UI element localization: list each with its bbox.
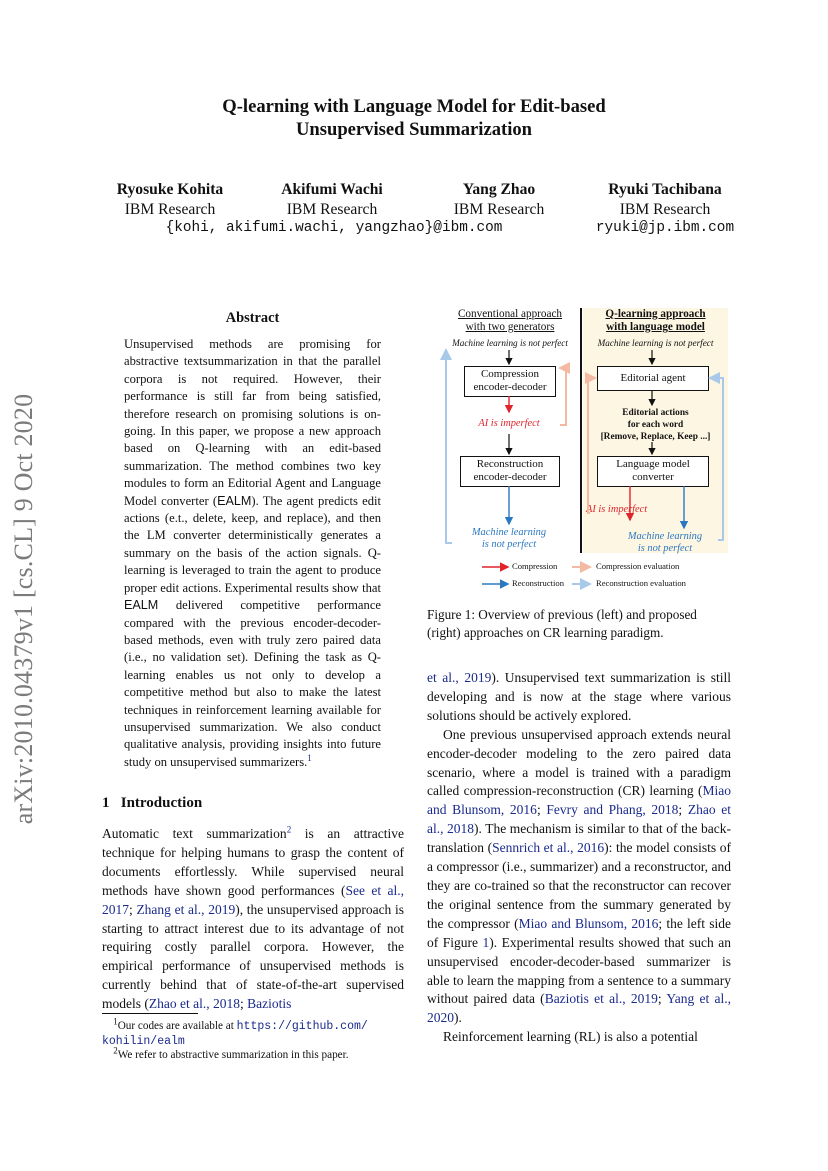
- legend-compression: Compression: [512, 561, 558, 571]
- paragraph-continued: [427, 669, 731, 726]
- arxiv-id: arXiv:2010.04379v1 [cs.CL] 9 Oct 2020: [9, 393, 38, 825]
- author-affiliation: IBM Research: [453, 201, 545, 218]
- title-line-2: Unsupervised Summarization: [295, 119, 533, 140]
- paragraph-text: One previous unsupervised approach extends neural encoder-decoder modeling to the zero paired data scenario, where a model is trained with a paradigm called compression-reconstruction (CR) learning (: [427, 726, 731, 799]
- edit-actions-line: [Remove, Replace, Keep ...]: [600, 432, 711, 442]
- author-4: [590, 180, 740, 220]
- citation-link[interactable]: et al., 2019: [427, 670, 492, 685]
- paragraph-text: ). The mechanism is similar to that of the back-translation (: [427, 821, 731, 856]
- citation-link[interactable]: Zhao et al., 2018: [148, 996, 240, 1012]
- box-line: converter: [632, 471, 674, 483]
- left-top-note: Machine learning is not perfect: [452, 338, 568, 348]
- note-line: Machine learning: [471, 527, 547, 538]
- intro-text: ;: [239, 996, 248, 1012]
- author-affiliation: IBM Research: [124, 201, 216, 218]
- author-emails[interactable]: {kohi, akifumi.wachi, yangzhao}@ibm.com: [165, 220, 503, 236]
- author-email-tachibana[interactable]: ryuki@jp.ibm.com: [595, 220, 735, 236]
- method-name: EALM: [124, 598, 159, 613]
- paper-title: [0, 95, 828, 141]
- legend-compression-eval: Compression evaluation: [596, 561, 680, 571]
- section-heading: [102, 795, 202, 812]
- footnote-text: Our codes are available at: [117, 1020, 237, 1032]
- footnote-link-2[interactable]: 2: [286, 824, 292, 835]
- box-line: Compression: [480, 368, 540, 380]
- citation-link[interactable]: Zhang et al., 2019: [136, 901, 236, 917]
- footnote-mark: 1: [113, 1016, 118, 1027]
- note-line: is not perfect: [481, 539, 537, 550]
- figure-1: [440, 308, 728, 598]
- citation-link[interactable]: Zhao et al., 2018: [427, 802, 731, 837]
- abstract-heading: Abstract: [225, 310, 280, 326]
- right-column-text: [427, 669, 731, 1047]
- figure-ref-link[interactable]: 1: [482, 934, 490, 950]
- author-name: Yang Zhao: [462, 181, 536, 198]
- citation-link[interactable]: Miao and Blunsom, 2016: [518, 915, 659, 931]
- author-name: Ryuki Tachibana: [608, 181, 722, 198]
- right-top-note: Machine learning is not perfect: [597, 338, 714, 348]
- section-number: 1: [102, 795, 110, 811]
- legend-reconstruction: Reconstruction: [512, 578, 565, 588]
- footnote-url[interactable]: https://github.com/: [236, 1020, 368, 1033]
- note-line: is not perfect: [637, 543, 693, 554]
- paragraph-text: ): the model consists of a compressor (i.e., summarizer) and a reconstructor, and they are co-trained so that the reconstructor can recover the original sentence from the summary generated by the compressor (: [427, 840, 732, 931]
- box-line: encoder-decoder: [473, 471, 547, 483]
- author-3: [424, 180, 574, 220]
- footnote-rule: [102, 1013, 198, 1014]
- figure-arrows: [440, 308, 728, 598]
- edit-actions-line: Editorial actions: [622, 408, 689, 418]
- intro-text: ;: [129, 901, 137, 917]
- intro-text: Automatic text summarization: [102, 826, 287, 841]
- citation-link[interactable]: Yang et al., 2020: [427, 991, 731, 1026]
- abstract-text: delivered competitive performance compared with the previous encoder-decoder-based methods, even with truly zero paired data (i.e., no validation set). Defining the task as Q-learning enables us not only to develop a competitive method but also to make the latest techniques in reinforcement learning available for unsupervised summarization. We also conduct qualitative analysis, providing insights into future study on unsupervised summarizers.: [124, 598, 381, 769]
- editorial-agent-box: Editorial agent: [597, 366, 709, 391]
- author-name: Ryosuke Kohita: [116, 181, 224, 198]
- right-ai-imperfect: AI is imperfect: [586, 504, 648, 515]
- note-line: Machine learning: [627, 531, 703, 542]
- author-name: Akifumi Wachi: [281, 181, 383, 198]
- method-name: EALM: [217, 493, 252, 508]
- left-title-line-1: Conventional approach: [457, 308, 563, 320]
- footnote-2: [102, 1045, 407, 1062]
- paragraph-text: ). Experimental results showed that such an unsupervised encoder-decoder-based summarizer is able to learn the mapping from a sentence to a summary without paired data (: [427, 934, 731, 1007]
- footnote-1: [102, 1016, 407, 1049]
- author-affiliation: IBM Research: [286, 201, 378, 218]
- left-ai-imperfect: AI is imperfect: [478, 418, 540, 429]
- right-title-line-2: with language model: [606, 321, 705, 333]
- citation-link[interactable]: Fevry and Phang, 2018: [546, 802, 679, 818]
- paragraph-text: ;: [536, 802, 547, 818]
- citation-link[interactable]: Baziotis: [247, 996, 292, 1012]
- paragraph-text: ).: [454, 1010, 462, 1026]
- arxiv-stamp: [4, 374, 44, 844]
- citation-link[interactable]: Sennrich et al., 2016: [492, 840, 605, 856]
- paragraph-cr-learning: [427, 726, 731, 1029]
- edit-actions-line: for each word: [627, 420, 684, 430]
- footnote-mark: 2: [113, 1045, 118, 1056]
- title-line-1: Q-learning with Language Model for Edit-based: [222, 96, 606, 117]
- right-title-line-1: Q-learning approach: [605, 308, 706, 320]
- figure-caption: Figure 1: Overview of previous (left) and proposed (right) approaches on CR learning paradigm.: [427, 607, 697, 640]
- paragraph-rl: Reinforcement learning (RL) is also a potential: [443, 1029, 698, 1045]
- right-flow-arrows: [588, 350, 723, 540]
- abstract-text: Unsupervised methods are promising for abstractive textsummarization in that the parallel corpora is not required. However, their performance is still far from being satisfied, therefore research on promising solutions is on-going. In this paper, we propose a new approach based on Q-learning with an edit-based summarization. The method combines two key modules to form an Editorial Agent and Language Model converter (: [124, 337, 381, 508]
- citation-link[interactable]: Baziotis et al., 2019: [544, 991, 658, 1007]
- intro-paragraph: [102, 825, 404, 1014]
- author-1: [95, 180, 245, 220]
- box-line: encoder-decoder: [473, 381, 547, 393]
- abstract-text: ). The agent predicts edit actions (e.t., delete, keep, and replace), and then the LM converter deterministically generates a summary on the basis of the action signals. Q-learning is leveraged to train the agent to produce proper edit actions. Experimental results show that: [124, 493, 381, 595]
- paragraph-text: ). Unsupervised text summarization is still developing and is now at the stage where various solutions should be actively explored.: [427, 670, 731, 723]
- left-flow-arrows: [446, 350, 566, 543]
- citation-link[interactable]: See et al., 2017: [102, 882, 404, 917]
- author-2: [257, 180, 407, 220]
- intro-text: is an attractive technique for helping humans to grasp the content of documents effortlessly. While supervised neural methods have shown good performances (: [102, 826, 404, 898]
- abstract-body: [124, 336, 381, 771]
- box-line: Reconstruction: [476, 458, 544, 470]
- author-affiliation: IBM Research: [619, 201, 711, 218]
- paragraph-text: ;: [678, 802, 688, 818]
- footnote-url[interactable]: kohilin/ealm: [102, 1035, 185, 1048]
- citation-link[interactable]: Miao and Blunsom, 2016: [427, 783, 731, 818]
- footnote-text: We refer to abstractive summarization in this paper.: [117, 1049, 349, 1061]
- section-title: Introduction: [120, 795, 203, 811]
- footnote-link-1[interactable]: 1: [307, 752, 312, 763]
- legend-reconstruction-eval: Reconstruction evaluation: [596, 578, 686, 588]
- left-title-line-2: with two generators: [465, 321, 555, 333]
- paragraph-text: ;: [657, 991, 667, 1007]
- box-line: Language model: [616, 458, 690, 470]
- paragraph-text: ; the left side of Figure: [427, 915, 731, 950]
- intro-text: ), the unsupervised approach is starting to attract interest due to its advantage of not requiring costly parallel corpora. However, the empirical performance of unsupervised methods is currently behind that of state-of-the-art supervised models (: [102, 901, 404, 1012]
